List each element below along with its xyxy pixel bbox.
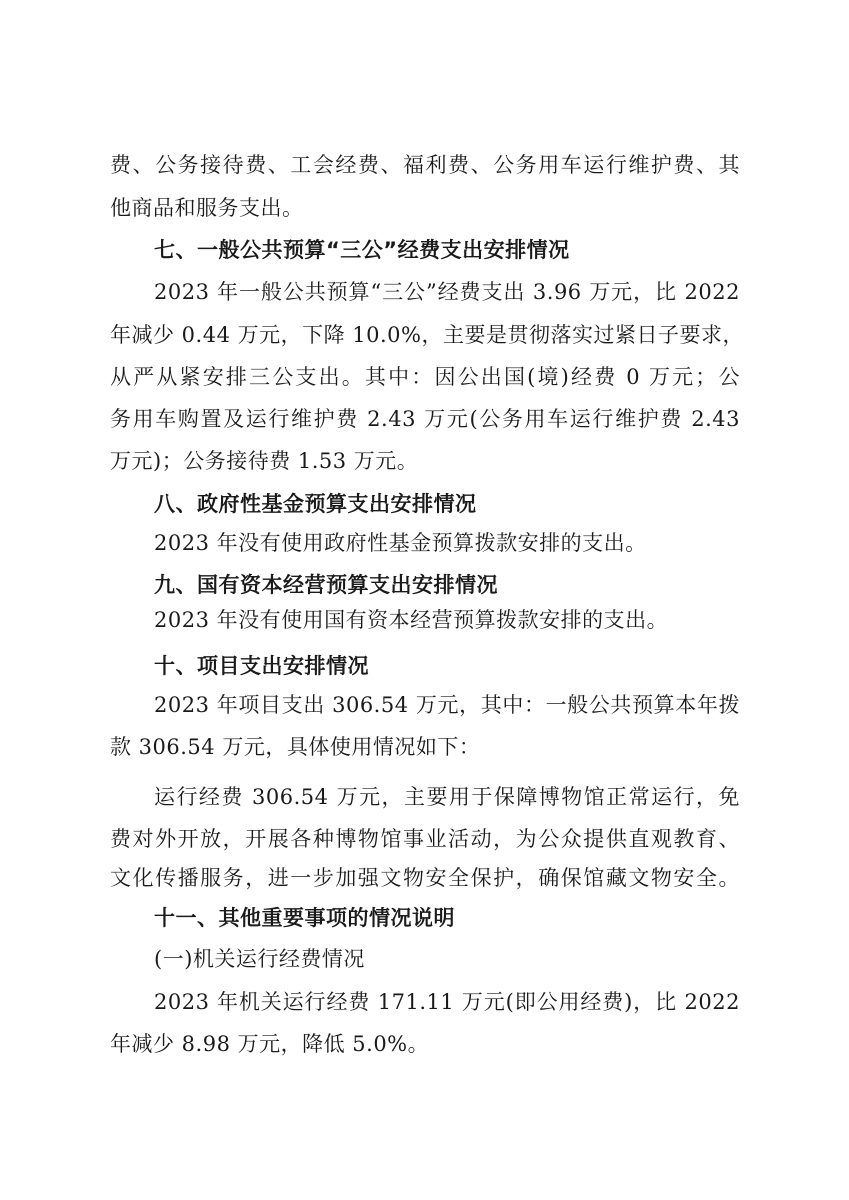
body-text-line: 年减少 0.44 万元，下降 10.0%，主要是贯彻落实过紧日子要求， xyxy=(110,323,744,347)
body-text-line: 款 306.54 万元，具体使用情况如下： xyxy=(110,735,481,759)
section-heading-7: 七、一般公共预算“三公”经费支出安排情况 xyxy=(154,238,570,262)
body-text-line: 费对外开放，开展各种博物馆事业活动，为公众提供直观教育、 xyxy=(110,827,740,851)
section-heading-9: 九、国有资本经营预算支出安排情况 xyxy=(154,573,498,597)
body-text-line: 2023 年机关运行经费 171.11 万元(即公用经费)，比 2022 xyxy=(154,990,740,1014)
section-heading-11: 十一、其他重要事项的情况说明 xyxy=(154,906,455,930)
body-text-line: 文化传播服务，进一步加强文物安全保护，确保馆藏文物安全。 xyxy=(110,866,740,890)
body-text-line: 费、公务接待费、工会经费、福利费、公务用车运行维护费、其 xyxy=(110,153,740,177)
body-text-line: 运行经费 306.54 万元，主要用于保障博物馆正常运行，免 xyxy=(154,785,740,809)
section-heading-8: 八、政府性基金预算支出安排情况 xyxy=(154,492,477,516)
body-text-line: 年减少 8.98 万元，降低 5.0%。 xyxy=(110,1032,430,1056)
body-text-line: 他商品和服务支出。 xyxy=(110,196,304,220)
section-heading-10: 十、项目支出安排情况 xyxy=(154,654,369,678)
subsection-heading: (一)机关运行经费情况 xyxy=(154,947,365,971)
body-text-line: 2023 年没有使用国有资本经营预算拨款安排的支出。 xyxy=(154,608,669,632)
body-text-line: 2023 年一般公共预算“三公”经费支出 3.96 万元，比 2022 xyxy=(154,280,740,304)
body-text-line: 务用车购置及运行维护费 2.43 万元(公务用车运行维护费 2.43 xyxy=(110,407,740,431)
body-text-line: 2023 年没有使用政府性基金预算拨款安排的支出。 xyxy=(154,531,647,555)
body-text-line: 从严从紧安排三公支出。其中：因公出国(境)经费 0 万元；公 xyxy=(110,365,740,389)
body-text-line: 万元)；公务接待费 1.53 万元。 xyxy=(110,449,419,473)
body-text-line: 2023 年项目支出 306.54 万元，其中：一般公共预算本年拨 xyxy=(154,693,740,717)
